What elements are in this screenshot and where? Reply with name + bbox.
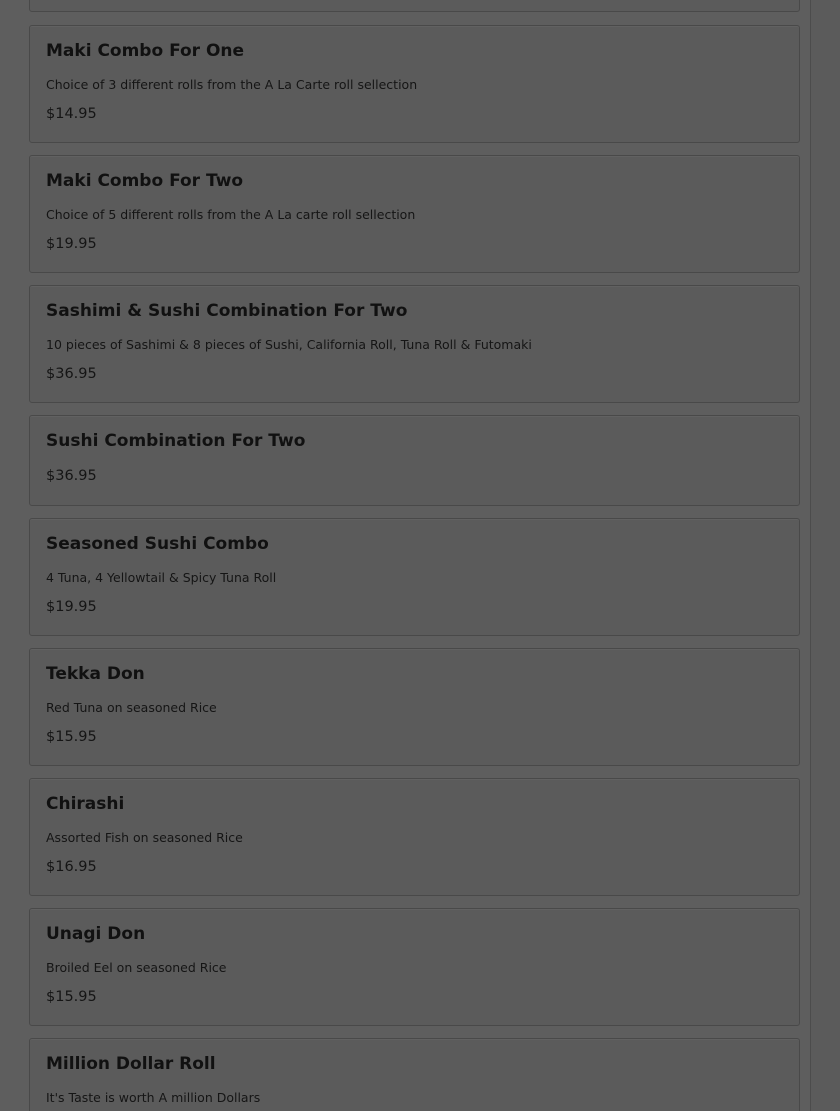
menu-item-card[interactable]: [29, 25, 800, 143]
menu-item-name: Chirashi: [46, 794, 125, 814]
menu-item-description: 10 pieces of Sashimi & 8 pieces of Sushi, California Roll, Tuna Roll & Futomaki: [46, 337, 532, 352]
menu-item-name: Seasoned Sushi Combo: [46, 534, 269, 554]
menu-item-price: $16.95: [46, 859, 97, 875]
menu-item-price: $36.95: [46, 468, 97, 484]
menu-item-name: Sushi Combination For Two: [46, 431, 306, 451]
menu-item-price: $19.95: [46, 236, 97, 252]
scrollbar[interactable]: [810, 0, 840, 1111]
menu-item-card-partial[interactable]: [29, 0, 800, 12]
menu-item-name: Tekka Don: [46, 664, 145, 684]
menu-item-card[interactable]: [29, 648, 800, 766]
menu-item-card[interactable]: [29, 778, 800, 896]
menu-item-description: 4 Tuna, 4 Yellowtail & Spicy Tuna Roll: [46, 570, 277, 585]
menu-item-description: Assorted Fish on seasoned Rice: [46, 830, 243, 845]
menu-item-description: Red Tuna on seasoned Rice: [46, 700, 217, 715]
menu-item-name: Maki Combo For Two: [46, 171, 244, 191]
menu-item-card[interactable]: [29, 415, 800, 506]
menu-item-price: $36.95: [46, 366, 97, 382]
menu-item-name: Maki Combo For One: [46, 41, 245, 61]
menu-item-price: $15.95: [46, 989, 97, 1005]
menu-item-card[interactable]: [29, 155, 800, 273]
menu-item-price: $15.95: [46, 729, 97, 745]
menu-item-description: Choice of 5 different rolls from the A La carte roll sellection: [46, 207, 416, 222]
menu-item-card[interactable]: [29, 285, 800, 403]
menu-item-card[interactable]: [29, 908, 800, 1026]
menu-item-name: Sashimi & Sushi Combination For Two: [46, 301, 408, 321]
menu-item-card[interactable]: [29, 518, 800, 636]
menu-item-description: Broiled Eel on seasoned Rice: [46, 960, 227, 975]
menu-item-price: $14.95: [46, 106, 97, 122]
menu-item-name: Million Dollar Roll: [46, 1054, 216, 1074]
menu-item-card[interactable]: [29, 1038, 800, 1111]
menu-item-price: $19.95: [46, 599, 97, 615]
menu-item-name: Unagi Don: [46, 924, 146, 944]
menu-item-description: It's Taste is worth A million Dollars: [46, 1090, 261, 1105]
menu-item-description: Choice of 3 different rolls from the A La Carte roll sellection: [46, 77, 418, 92]
